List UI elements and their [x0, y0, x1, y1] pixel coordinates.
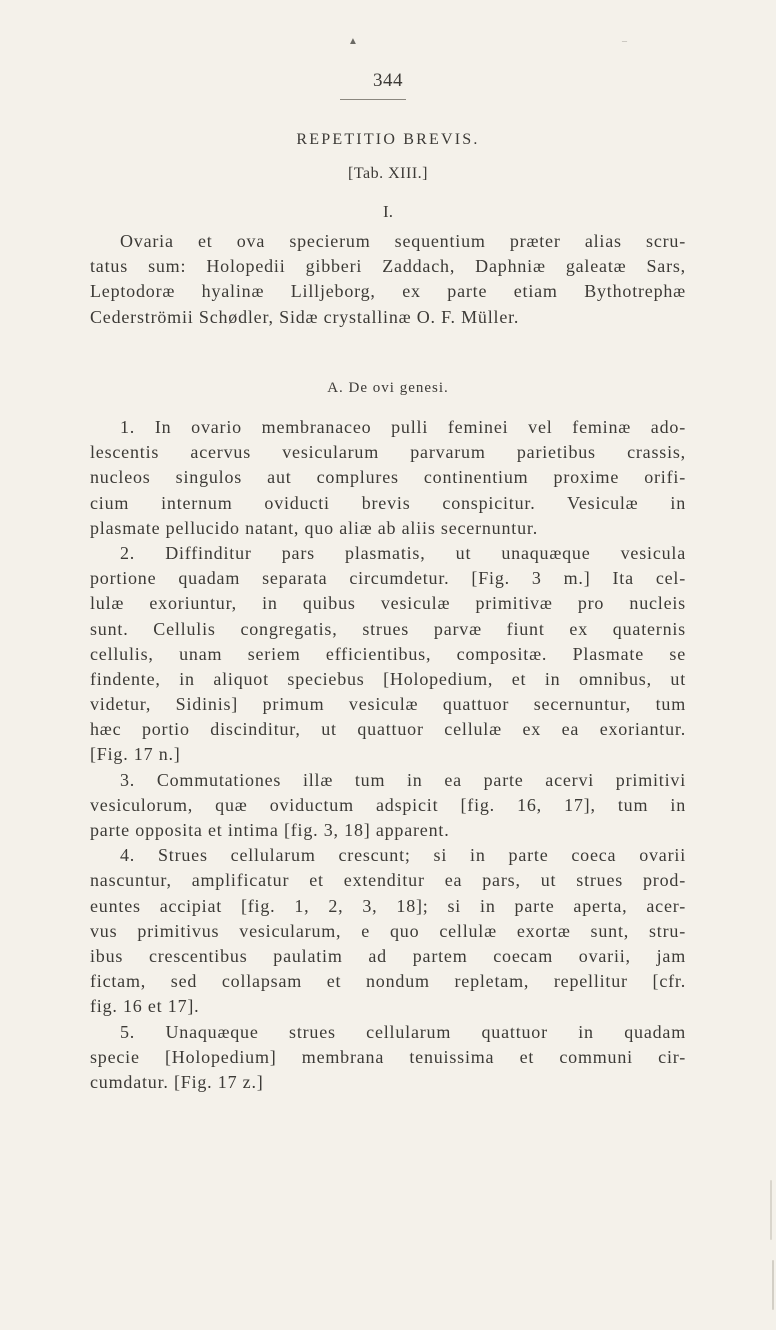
text-line: 5. Unaquæque strues cellularum quattuor in quadam	[120, 1021, 686, 1042]
text-line: 1. In ovario membranaceo pulli feminei vel feminæ ado-	[120, 417, 686, 437]
page-number: 344	[373, 70, 403, 91]
text-line: parte opposita et intima [fig. 3, 18] apparent.	[90, 820, 450, 840]
text-line: cumdatur. [Fig. 17 z.]	[90, 1071, 264, 1092]
page-number-rule	[340, 99, 406, 100]
text-line: plasmate pellucido natant, quo aliæ ab aliis secernuntur.	[90, 517, 538, 538]
intro-paragraph	[90, 229, 686, 330]
text-line: hæc portio discinditur, ut quattuor cellulæ ex ea exoriantur.	[90, 719, 686, 740]
text-line: vus primitivus vesicularum, e quo cellulæ exortæ sunt, stru-	[90, 920, 686, 941]
text-line: euntes accipiat [fig. 1, 2, 3, 18]; si in parte aperta, acer-	[90, 895, 686, 916]
print-mark-right: –	[622, 36, 627, 47]
text-line: [Fig. 17 n.]	[90, 744, 181, 765]
text-line: tatus sum: Holopedii gibberi Zaddach, Daphniæ galeatæ Sars,	[90, 256, 686, 277]
scan-edge-mark	[772, 1260, 774, 1310]
text-line: 4. Strues cellularum crescunt; si in parte coeca ovarii	[120, 845, 686, 866]
text-line: vesiculorum, quæ oviductum adspicit [fig. 16, 17], tum in	[90, 794, 686, 815]
text-line: nucleos singulos aut complures continentium proxime orifi-	[90, 467, 686, 488]
text-line: fig. 16 et 17].	[90, 996, 200, 1017]
text-line: nascuntur, amplificatur et extenditur ea pars, ut strues prod-	[90, 870, 686, 891]
section-number: I.	[383, 202, 393, 221]
page-title: REPETITIO BREVIS.	[296, 131, 480, 148]
text-line: ibus crescentibus paulatim ad partem coecam ovarii, jam	[90, 945, 686, 966]
text-line: 3. Commutationes illæ tum in ea parte acervi primitivi	[120, 769, 686, 790]
text-line: lescentis acervus vesicularum parvarum parietibus crassis,	[90, 442, 686, 463]
scan-edge-mark	[770, 1180, 772, 1240]
print-mark-left: ▲	[348, 36, 358, 47]
text-line: videtur, Sidinis] primum vesiculæ quattuor secernuntur, tum	[90, 694, 686, 715]
text-line: cellulis, unam seriem efficientibus, compositæ. Plasmate se	[90, 643, 686, 664]
main-text	[90, 415, 686, 1095]
text-line: 2. Diffinditur pars plasmatis, ut unaquæque vesicula	[120, 542, 686, 563]
subheading: A. De ovi genesi.	[327, 380, 449, 396]
text-line: Ovaria et ova specierum sequentium præter alias scru-	[120, 231, 686, 251]
text-line: findente, in aliquot speciebus [Holopedium, et in omnibus, ut	[90, 668, 686, 689]
text-line: sunt. Cellulis congregatis, strues parvæ fiunt ex quaternis	[90, 618, 686, 639]
text-line: specie [Holopedium] membrana tenuissima et communi cir-	[90, 1046, 686, 1067]
text-line: fictam, sed collapsam et nondum repletam, repellitur [cfr.	[90, 971, 686, 992]
plate-reference: [Tab. XIII.]	[348, 165, 428, 182]
text-line: portione quadam separata circumdetur. [Fig. 3 m.] Ita cel-	[90, 568, 686, 589]
text-line: lulæ exoriuntur, in quibus vesiculæ primitivæ pro nucleis	[90, 593, 686, 614]
text-line: Cederströmii Schødler, Sidæ crystallinæ O. F. Müller.	[90, 306, 520, 327]
text-line: Leptodoræ hyalinæ Lilljeborg, ex parte etiam Bythotrephæ	[90, 281, 686, 302]
text-line: cium internum oviducti brevis conspicitur. Vesiculæ in	[90, 492, 686, 513]
